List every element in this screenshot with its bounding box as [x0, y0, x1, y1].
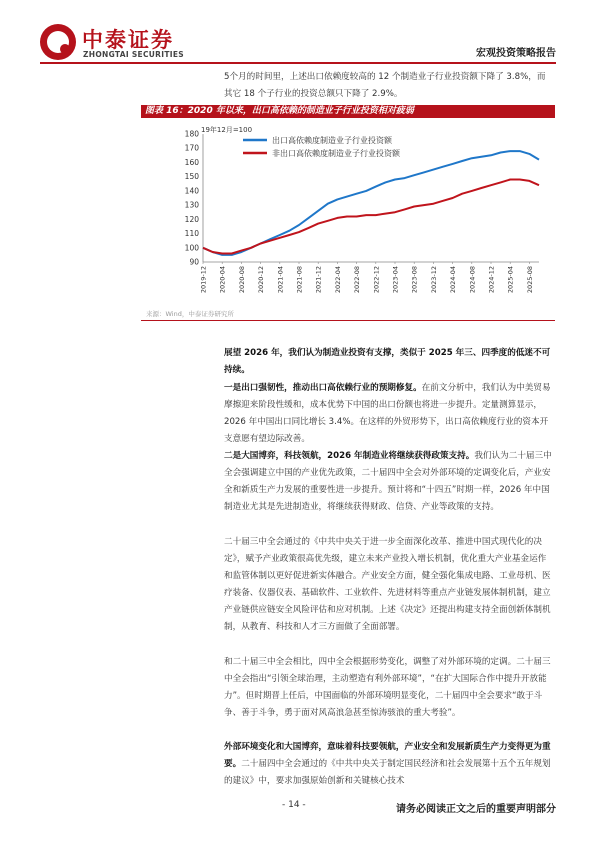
x-tick-label: 2020-04 [218, 266, 227, 294]
disclaimer-note: 请务必阅读正文之后的重要声明部分 [396, 804, 556, 815]
y-tick-label: 100 [184, 243, 199, 253]
index-label: 19年12月=100 [201, 126, 253, 134]
paragraph-policy-text: 我们认为二十届三中全会强调建立中国的产业优先政策，二十届四中全会对外部环境的定调变化后，产业安全和新质生产力发展的重要性进一步提升。预计将和“十四五”时期一样，2026 年中国制造业尤其是先进制造业，将继续获得财政、信贷、产业等政策的支持。 [224, 451, 552, 512]
x-tick-label: 2024-12 [487, 266, 496, 294]
x-tick-label: 2025-04 [506, 266, 515, 294]
y-tick-label: 140 [184, 186, 199, 196]
x-tick-label: 2024-08 [468, 266, 477, 294]
x-tick-label: 2021-04 [276, 266, 285, 294]
x-tick-label: 2022-12 [372, 266, 381, 294]
paragraph-outlook-bold: 展望 2026 年，我们认为制造业投资有支撑，类似于 2025 年三、四季度的低迷不可持续。 [224, 348, 551, 375]
figure-title: 图表 16：2020 年以来，出口高依赖的制造业子行业投资相对疲弱 [145, 106, 414, 116]
x-tick-label: 2024-04 [449, 266, 458, 294]
y-tick-label: 170 [184, 143, 199, 153]
paragraph-fourth-plenum [224, 654, 554, 722]
figure-source: 来源：Wind，中泰证券研究所 [146, 310, 234, 318]
x-tick-label: 2025-08 [525, 266, 534, 294]
page-number: - 14 - [282, 800, 306, 810]
series-line-2 [203, 180, 539, 254]
x-tick-label: 2020-12 [257, 266, 266, 294]
y-tick-label: 120 [184, 214, 199, 224]
y-tick-label: 150 [184, 172, 199, 182]
y-tick-label: 130 [184, 200, 199, 210]
paragraph-export-text: 在前文分析中，我们认为中美贸易摩擦迎来阶段性缓和，成本优势下中国的出口份额也将进一步提升。定量测算显示，2026 年中国出口同比增长 3.4%。在这样的外贸形势下，出口高依赖度行业的资本开支意愿有望边际改善。 [224, 383, 551, 444]
paragraph-export [224, 380, 554, 448]
x-tick-label: 2022-08 [353, 266, 362, 294]
brand-name-en: ZHONGTAI SECURITIES [83, 50, 184, 59]
x-tick-label: 2022-04 [333, 266, 342, 294]
x-tick-label: 2023-12 [429, 266, 438, 294]
header-divider [40, 62, 556, 64]
investment-line-chart [141, 120, 555, 308]
source-divider [141, 320, 555, 321]
legend-label-2: 非出口高依赖度制造业子行业投资额 [272, 149, 400, 158]
paragraph-tech-bold: 外部环境变化和大国博弈，意味着科技要领航，产业安全和发展新质生产力变得更为重要。 [224, 742, 551, 769]
intro-paragraph: 5个月的时间里，上述出口依赖度较高的 12 个制造业子行业投资额下降了 3.8%，而其它 18 个子行业的投资总额只下降了 2.9%。 [224, 72, 546, 99]
brand-name-cn: 中泰证券 [82, 28, 174, 52]
y-tick-label: 110 [184, 229, 199, 239]
paragraph-policy-bold: 二是大国博弈，科技领航，2026 年制造业将继续获得政策支持。 [224, 451, 475, 461]
x-tick-label: 2021-08 [295, 266, 304, 294]
x-tick-label: 2023-08 [410, 266, 419, 294]
legend-label-1: 出口高依赖度制造业子行业投资额 [272, 136, 392, 145]
x-tick-label: 2020-08 [237, 266, 246, 294]
x-tick-label: 2023-04 [391, 266, 400, 294]
y-tick-label: 90 [189, 257, 199, 267]
paragraph-fourth-plenum-text: 和二十届三中全会相比，四中全会根据形势变化，调整了对外部环境的定调。二十届三中全会指出“引领全球治理，主动塑造有利外部环境”，“在扩大国际合作中提升开放能力”。但时期晋上任后，中国面临的外部环境明显变化，二十届四中全会要求“敢于斗争、善于斗争，勇于面对风高浪急甚至惊涛骇浪的重大考验”。 [224, 657, 551, 718]
paragraph-policy [224, 448, 554, 516]
paragraph-outlook [224, 345, 554, 379]
x-tick-label: 2019-12 [199, 266, 208, 294]
y-tick-label: 160 [184, 157, 199, 167]
paragraph-tech [224, 739, 554, 790]
paragraph-third-plenum [224, 534, 554, 636]
paragraph-tech-text: 二十届四中全会通过的《中共中央关于制定国民经济和社会发展第十五个五年规划的建议》中，要求加强原始创新和关键核心技术 [224, 759, 551, 786]
report-type: 宏观投资策略报告 [476, 48, 556, 59]
series-line-1 [203, 151, 539, 255]
x-tick-label: 2021-12 [314, 266, 323, 294]
y-tick-label: 180 [184, 129, 199, 139]
paragraph-export-bold: 一是出口强韧性，推动出口高依赖行业的预期修复。 [224, 383, 422, 393]
company-logo [40, 24, 76, 60]
paragraph-third-plenum-text: 二十届三中全会通过的《中共中央关于进一步全面深化改革、推进中国式现代化的决定》，赋予产业政策很高优先级，建立未来产业投入增长机制，优化重大产业基金运作和监管体制以更好促进新实体融合。产业安全方面，健全强化集成电路、工业母机、医疗装备、仪器仪表、基础软件、工业软件、先进材料等重点产业链发展体制机制，建立产业链供应链安全风险评估和应对机制。上述《决定》还提出构建支持全面创新体制机制，从教育、科技和人才三方面做了全面部署。 [224, 537, 551, 632]
